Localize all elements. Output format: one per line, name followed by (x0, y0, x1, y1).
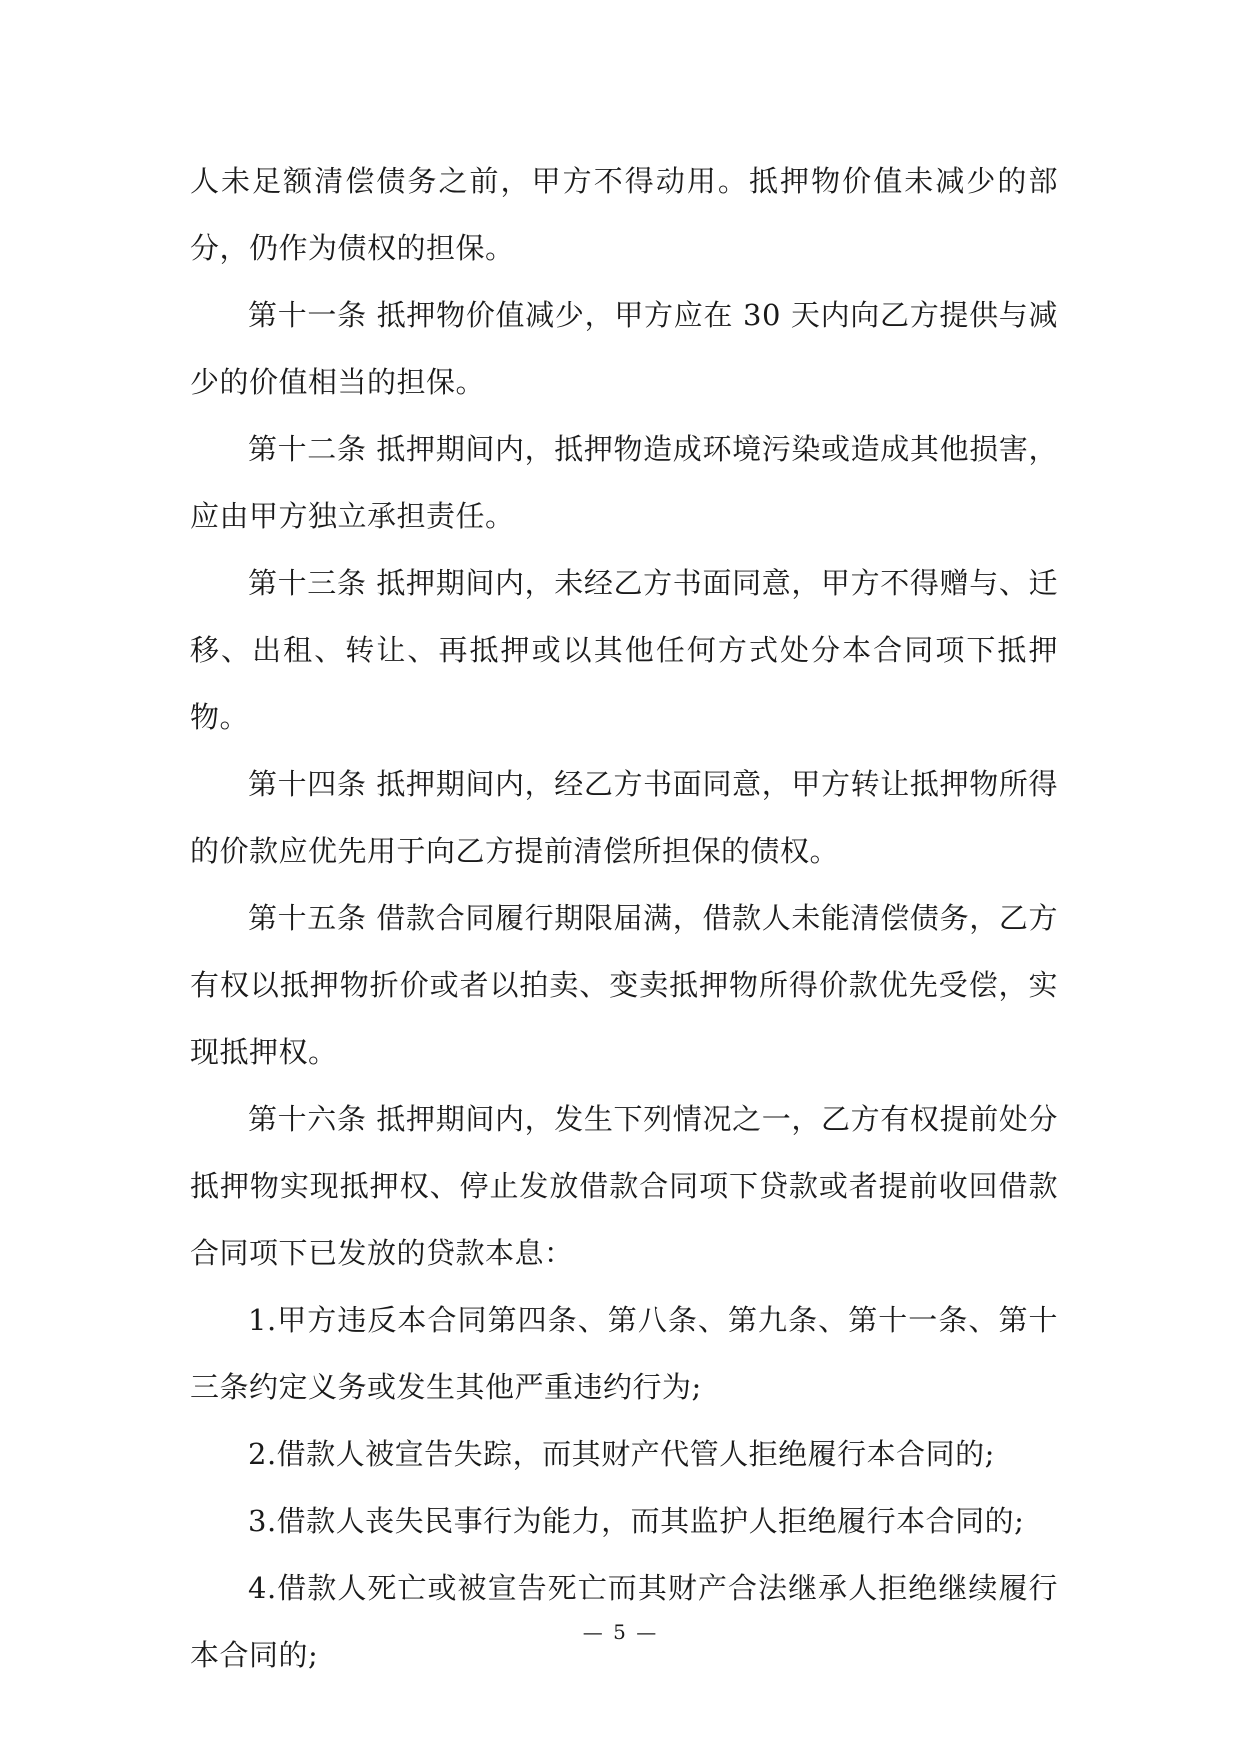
list-item-1: 1.甲方违反本合同第四条、第八条、第九条、第十一条、第十三条约定义务或发生其他严重违约行为; (190, 1303, 1058, 1404)
list-item-3: 3.借款人丧失民事行为能力，而其监护人拒绝履行本合同的; (248, 1504, 1025, 1538)
article-14: 第十四条 抵押期间内，经乙方书面同意，甲方转让抵押物所得的价款应优先用于向乙方提前清偿所担保的债权。 (190, 767, 1058, 868)
article-15: 第十五条 借款合同履行期限届满，借款人未能清偿债务，乙方有权以抵押物折价或者以拍卖、变卖抵押物所得价款优先受偿，实现抵押权。 (190, 901, 1058, 1069)
article-11: 第十一条 抵押物价值减少，甲方应在 30 天内向乙方提供与减少的价值相当的担保。 (190, 298, 1058, 399)
paragraph-continuation: 人未足额清偿债务之前，甲方不得动用。抵押物价值未减少的部分，仍作为债权的担保。 (190, 164, 1058, 265)
article-13: 第十三条 抵押期间内，未经乙方书面同意，甲方不得赠与、迁移、出租、转让、再抵押或以其他任何方式处分本合同项下抵押物。 (190, 566, 1058, 734)
list-item-2: 2.借款人被宣告失踪，而其财产代管人拒绝履行本合同的; (248, 1437, 995, 1471)
article-12: 第十二条 抵押期间内，抵押物造成环境污染或造成其他损害，应由甲方独立承担责任。 (190, 432, 1058, 533)
list-item-4: 4.借款人死亡或被宣告死亡而其财产合法继承人拒绝继续履行本合同的; (190, 1571, 1058, 1672)
document-body (190, 148, 1058, 1689)
article-16: 第十六条 抵押期间内，发生下列情况之一，乙方有权提前处分抵押物实现抵押权、停止发放借款合同项下贷款或者提前收回借款合同项下已发放的贷款本息： (190, 1102, 1058, 1270)
page-number: — 5 — (582, 1620, 659, 1644)
